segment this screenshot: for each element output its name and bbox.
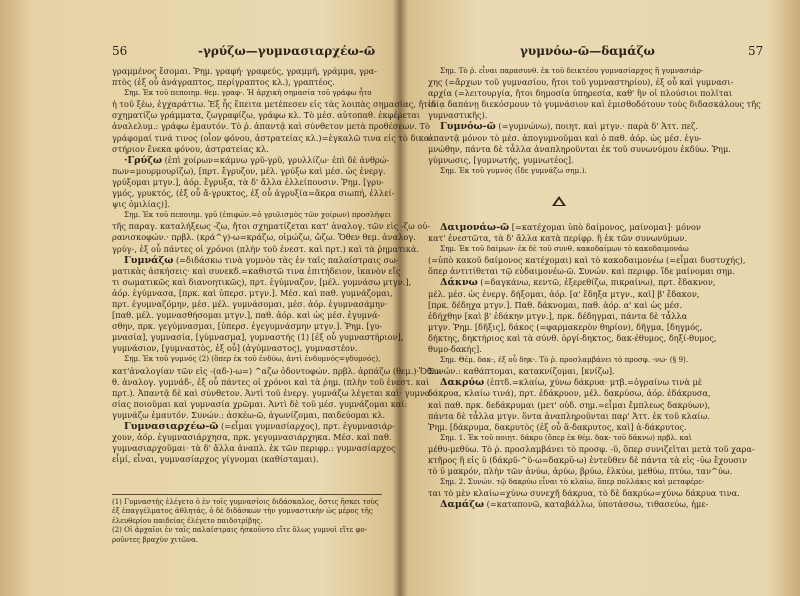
left-text-line: μνασία], γυμνασία, [γύμνασμα], γυμναστής (1) [ἐξ οὗ γυμναστήριον],	[112, 332, 404, 343]
right-text-line: (=ὑπὸ κακοῦ δαίμονος κατέχομαι) καὶ τὸ κακοδαιμονέω (=εἶμαι δυστυχής),	[428, 255, 746, 266]
right-text-line: θυμο-δακής].	[428, 344, 482, 355]
right-text-line: Σημ. Ἐκ τοῦ δαίμων· ἐκ δὲ τοῦ συνθ. κακοδαίμων τὸ κακοδαιμονάω	[440, 244, 689, 254]
right-text-line: Γυμνόω-ῶ (=γυμνώνω), ποιητ. καὶ μτγν.· παρὰ δ' Ἀττ. πεζ.	[440, 121, 698, 133]
page-number-left: 56	[112, 44, 128, 58]
left-text-line: ψις ὁμιλίας)].	[112, 199, 170, 210]
section-letter-delta-icon	[552, 196, 566, 206]
left-text-line: Γυμνάζω (=διδάσκω τινὰ γυμνὸν τὰς ἐν ταῖς παλαίστραις σω-	[124, 254, 399, 266]
left-text-line: Σημ. Ἐκ τοῦ πεποιημ. γρῦ (ἐπιφών.=ὁ γρυλισμὸς τῶν χοίρων) προσλήψει	[124, 210, 392, 220]
right-text-line: ἐδήχθην [καὶ β' ἐδάκην μτγν.], πρκ. δέδηγμαι, πάντα δὲ τἆλλα	[428, 310, 688, 321]
right-text-line: ὅπερ ἀντιτίθεται τῷ εὐδαιμονέω-ῶ. Συνών. καὶ περιφρ. ἴδε μαίνομαι σημ.	[428, 266, 735, 277]
left-text-line: Γυμνασιαρχέω-ῶ (=εἶμαι γυμνασίαρχος), πρτ. ἐγυμνασιάρ-	[124, 421, 395, 432]
left-text-line: πων=μουρμουρίζω), [πρτ. ἔγρυζον, μέλ. γρύξω καὶ μέσ. ὡς ἐνεργ.	[112, 165, 386, 176]
left-text-line: πρτ. ἐγυμναζόμην, μέσ. μέλ. γυμνάσομαι, μέσ. ἀόρ. ἐγυμνασάμην·	[112, 298, 388, 309]
left-text-line: τι σωματικῶς καὶ διανοητικῶς), πρτ. ἐγύμναζον, [μέλ. γυμνάσω μτγν.],	[112, 276, 412, 287]
left-text-line: στήριον ἕνεκα φόνου, ἀστρατείας κλ.	[112, 143, 269, 154]
left-text-line: θ. ἀναλογ. γυμνάδ-, ἐξ οὗ πάντες οἱ χρόνοι καὶ τὰ ῥημ. (πλὴν τοῦ ἐνεστ. καὶ	[112, 376, 430, 387]
running-head-right: γυμνόω-ῶ—δαμάζω	[520, 44, 655, 58]
entry-headword: Γυμνάζω	[124, 254, 174, 266]
right-text-line: Δαμάζω (=καταπονῶ, καταβάλλω, ὑποτάσσω, τιθασεύω, ἡμε-	[440, 499, 709, 511]
right-text-line: μέλ. μέσ. ὡς ἐνεργ. δήξομαι, ἀόρ. [α' ἔδηξα μτγν., καὶ] β' ἔδακον,	[428, 288, 700, 299]
right-text-line: κτῆρος ἢ εἰς ῡ (δάκρῠ-^ῠ-ω=δακρῡ-ω) ἐντεῦθεν δὲ πάντα τὰ εἰς -ῡω ἔχουσιν	[428, 454, 747, 465]
left-text-line: γρύγ-, ἐξ οὗ πάντες οἱ χρόνοι (πλὴν τοῦ ἐνεστ. καὶ πρτ.) καὶ τὰ ῥηματικά.	[112, 243, 420, 254]
entry-headword: ·Γρύζω	[124, 154, 163, 166]
right-text-line: ται τὸ μὲν κλαίω=χύνω συνεχῆ δάκρυα, τὸ δὲ δακρύω=χύνω δάκρυα τινα.	[428, 488, 740, 499]
right-text-line: ἀπαντᾷ μόνον τὸ μέσ. ἀπογυμνοῦμαι καὶ ὁ παθ. ἀόρ. ὡς μέσ. ἐγυ-	[428, 132, 702, 143]
left-text-line: γμός, γρυκτός, (ἐξ οὗ ἄ-γρυκτος, ἐξ οὗ ἀγρυξία=ἄκρα σιωπή, ἐλλεί-	[112, 188, 395, 199]
right-text-line: Δαιμονάω-ῶ [=κατέχομαι ὑπὸ δαίμονος, μαίνομαι]· μόνον	[440, 222, 701, 233]
right-text-column-bottom	[428, 222, 755, 511]
left-text-line: ἡ τοῦ ξέω, ἐγχαράττω. Ἐξ ἧς ἔπειτα μετέπεσεν εἰς τὰς λοιπὰς σημασίας, ἤτοι	[112, 99, 437, 110]
right-text-line: Σημ. Τὸ ῥ. εἶναι παρασυνθ. ἐκ τοῦ δεικτέου γυμνασίαρχος ἢ γυμνασιάρ-	[440, 66, 704, 75]
left-text-line: κατ'ἀναλογίαν τῶν εἰς -(αδ-)-ω=) ^αζω ὀδοντοφών. πρβλ. ἁρπάζω (θεμ.)·Ὅθεν	[112, 365, 442, 376]
left-text-line: πτὸς (ἐξ οὗ ἀνάγραπτος, περίγραπτος κλ.), γραπτέος.	[112, 77, 335, 88]
right-text-column-top	[428, 66, 761, 177]
footnote-line: ἐλευθερίου παιδείας ἐλέγετο παιδοτρίβης.	[112, 516, 263, 525]
footnote-line: ἐξ ἐπαγγέλματος ἀθλητάς, ὁ δὲ διδάσκων τὴν γυμναστικὴν ὡς μέρος τῆς	[112, 507, 373, 516]
left-text-line: χουν, ἀόρ. ἐγυμνασιάρχησα, πρκ. γεγυμνασιάρχηκα. Μέσ. καὶ παθ.	[112, 432, 392, 443]
left-text-line: πρτ.). Ἀπαντᾷ δὲ καὶ σύνθετον. Ἀντὶ τοῦ ἐνεργ. γυμνάζω λέγεται καὶ· γυμνα-	[112, 387, 434, 398]
left-text-line: ἀναλελυμ.: γράφω ἐμαυτόν. Τὸ ῥ. ἀπαντᾷ καὶ σύνθετον μετὰ προθέσεων. Τὸ	[112, 121, 430, 132]
entry-headword: Δαμάζω	[440, 499, 485, 511]
right-text-line: γυμναστικῆς).	[428, 110, 488, 121]
left-text-line: εἶμί, εἶναι, γυμνασίαρχος γίγνομαι (καθίσταμαι).	[112, 454, 319, 465]
entry-headword: Δακρύω	[440, 377, 485, 389]
right-text-line: δάκρυα, κλαίω τινά), πρτ. ἐδάκρυον, μέλ. δακρύσω, ἀόρ. ἐδάκρυσα,	[428, 388, 711, 399]
right-text-line: Σημ. 2. Συνών. τῷ δακρύω εἶναι τὸ κλαίω, ὅπερ πολλάκις καὶ μεταφέρε-	[440, 477, 705, 487]
right-text-line: καὶ παθ. πρκ. δεδάκρυμαι (μετ' οὐδ. σημ.=εἶμαι ἔμπλεως δακρύων),	[428, 399, 711, 410]
left-text-line: γραμμένος ἔσομαι. Ῥημ. γραφή· γραφεύς, γραμμή, γράμμα, γρα-	[112, 66, 377, 76]
left-text-line: γυμνάζω ἐμαυτόν. Συνών.: ἀσκέω-ῶ, ἀγωνίζομαι, παιδεύομαι κλ.	[112, 409, 386, 420]
right-text-line: χης (=ἄρχων τοῦ γυμνασίου, ἤτοι τοῦ γυμναστηρίου), ἐξ οὗ καὶ γυμνασι-	[428, 77, 734, 88]
right-text-line: Δακρύω (ἐπτδ.=κλαίω, χύνω δάκρυα· μτβ.=ὀγραίνω τινὰ μὲ	[440, 377, 703, 389]
running-head-left: -γρύζω—γυμνασιαρχέω-ῶ	[198, 44, 376, 58]
right-text-line: μνώθην, πάντα δὲ τἆλλα ἀναπληροῦνται ἐκ τοῦ συνωνύμου ἐκδύω. Ῥημ.	[428, 143, 731, 154]
right-text-line: μτγν. Ῥημ. [δῆξις], δάκος (=φαρμακερὸν θηρίον), δῆγμα, [δηγμός,	[428, 321, 703, 332]
right-text-line: τὸ ῡ μακρόν, πλὴν τῶν ἀνύω, ἀρύω, βρύω, ἐλκύω, μεθύω, πτύω, ταν^ύω.	[428, 466, 733, 477]
entry-headword: Γυμνόω-ῶ	[440, 121, 496, 133]
right-page	[400, 0, 800, 596]
right-text-line: κατ' ἐνεστῶτα, τὰ δ' ἄλλα κατὰ περίφρ. ἢ ἐκ τῶν συνωνύμων.	[428, 233, 688, 244]
left-text-column	[112, 66, 442, 465]
left-text-line: Σημ. Ἐκ τοῦ πεποιημ. θεμ. γραφ-. Ἡ ἀρχικὴ σημασία τοῦ γράφω ἦτο	[124, 88, 372, 98]
left-text-line: γυμνασιαρχοῦμαι· τὰ δ' ἄλλα ἀναπλ. ἐκ τῶν περιφρ.: γυμνασίαρχος	[112, 443, 396, 454]
right-text-line: Δάκνω (=δαγκάνω, κεντῶ, ἐξερεθίζω, πικραίνω), πρτ. ἔδακνον,	[440, 277, 716, 289]
entry-headword: Γυμνασιαρχέω-ῶ	[124, 421, 219, 432]
entry-headword: Δάκνω	[440, 277, 478, 289]
right-text-line: Σημ. 1. Ἐκ τοῦ ποιητ. δάκρυ (ὅπερ ἐκ θέμ. δακ- τοῦ δάκνω) πρβλ. καὶ	[440, 432, 692, 442]
left-text-line: ἀόρ. ἐγύμνασα, [πρκ. καὶ ὑπερσ. μτγν.]. Μέσ. καὶ παθ. γυμνάζομαι,	[112, 287, 393, 298]
left-text-line: τῆς παραγ. καταλήξεως -ζω, ἤτοι σχηματίζεται κατ' ἀναλογ. τῶν εἰς -ζω οὐ-	[112, 221, 431, 232]
footnote-line: (2) Οἱ ἀρχαῖοι ἐν ταῖς παλαίστραις ἠσκοῦντο εἴτε ὅλως γυμνοὶ εἴτε φο-	[112, 526, 367, 535]
footnote-line: (1) Γυμναστὴς ἐλέγετο ὁ ἐν τοῖς γυμνασίοις διδάσκαλος, ὅστις ἤσκει τοὺς	[112, 498, 379, 506]
right-text-line: πάντα δὲ τἆλλα μτγν. ὅντα ἀναπληροῦνται παρ' Ἀττ. ἐκ τοῦ κλαίω.	[428, 410, 710, 421]
left-text-line: [παθ. μέλ. γυμνασθήσομαι μτγν.], παθ. ἀόρ. καὶ ὡς μέσ. ἐγυμνά-	[112, 310, 381, 321]
left-text-line: ·Γρύζω (ἐπὶ χοίρων=κάμνω γρῦ-γρῦ, γρυλλίζω· ἐπὶ δὲ ἀνθρώ-	[124, 154, 390, 166]
right-text-line: Σημ. Ἐκ τοῦ γυμνός (ἴδε γυμνάζω σημ.).	[440, 165, 587, 175]
right-text-line: Συνών.: καθάπτομαι, κατακνίζομαι, [κνίζω].	[428, 366, 615, 377]
left-text-line: γράφομαί τινά τινος (οἷον φόνου, ἀστρατείας κλ.)=ἐγκαλῶ τινα εἰς τὸ δικα-	[112, 132, 432, 143]
left-text-line: Σημ. Ἐκ τοῦ γυμνός (2) (ὅπερ ἐκ τοῦ ἐνδύω, ἀντὶ ἐνδυμνός=γδυμνός),	[124, 354, 381, 364]
left-text-line: ρανισκοφών.· πρβλ. (κρά^γ)-ω=κράζω, οἰμώζω, ὤζω. Ὅθεν θεμ. ἀναλογ.	[112, 232, 416, 243]
right-text-line: αρχία (=λειτουργία, ἤτοι δημοσία ὑπηρεσία, καθ' ἣν οἱ πλούσιοι πολῖται	[428, 88, 733, 99]
right-text-line: δήκτης, δηκτήριος καὶ τὰ σύνθ. ὀργί-δηκτος, δακ-έθυμος, δηξί-θυμος,	[428, 332, 717, 343]
footnotes	[112, 494, 382, 545]
page-number-right: 57	[748, 44, 764, 58]
left-text-line: σθην, πρκ. γεγύμνασμαι, [ὑπερσ. ἐγεγυμνάσμην μτγν.]. Ῥημ. [γυ-	[112, 321, 383, 332]
right-text-line: Σημ. Θέμ. δακ-, ἐξ οὗ δηκ-. Τὸ ῥ. προσλαμβάνει τὸ προσφ. -νω- (§ 9).	[440, 355, 689, 365]
left-text-line: γρύξομαι μτγν.], ἀόρ. ἔγρυξα, τὰ δ' ἄλλα ἐλλείπουσιν. Ῥημ. [γρυ-	[112, 176, 384, 187]
right-text-line: Ῥημ. [δάκρυμα, δακρυτὸς (ἐξ οὗ ἄ-δακρυτος, καὶ] ἀ-δάκρυτος.	[428, 421, 687, 432]
left-text-line: γυμνάσιον, [γυμναστὸς, ἐξ οὗ] (ἀγύμναστος), γυμναστέον.	[112, 343, 358, 354]
right-text-line: ἰδίᾳ δαπάνῃ διεκόσμουν τὸ γυμνάσιον καὶ ἐμισθοδότουν τοὺς διδασκάλους τῆς	[428, 99, 761, 110]
right-text-line: γύμνωσις, [γυμνωτής, γυμνωτέος].	[428, 154, 574, 165]
left-text-line: σχηματίζω γράμματα, ζωγραφίζω, γράφω κλ. Τὸ μέσ. αὐτοπαθ. ἐκφέρεται	[112, 110, 420, 121]
right-text-line: [πρκ. δέδηχα μτγν.]. Παθ. δάκνομαι, παθ. ἀόρ. α' καὶ ὡς μέσ.	[428, 299, 683, 310]
left-text-line: σίας ποιοῦμαι καὶ γυμνασία χρῶμαι. Ἀντὶ δὲ τοῦ μέσ. γυμνάζομαι καί:	[112, 398, 408, 409]
right-text-line: μέθυ-μεθύω. Τὸ ῥ. προσλαμβάνει τὸ προσφ. -ῠ, ὅπερ συνιζεῖται μετὰ τοῦ χαρα-	[428, 443, 755, 454]
entry-headword: Δαιμονάω-ῶ	[440, 222, 510, 233]
left-text-line: ματικὰς ἀσκήσεις· καὶ συνεκδ.=καθιστῶ τινα ἐπιτήδειον, ἱκανὸν εἴς	[112, 265, 401, 276]
footnote-line: ροῦντες βραχὺν χιτῶνα.	[112, 535, 199, 544]
